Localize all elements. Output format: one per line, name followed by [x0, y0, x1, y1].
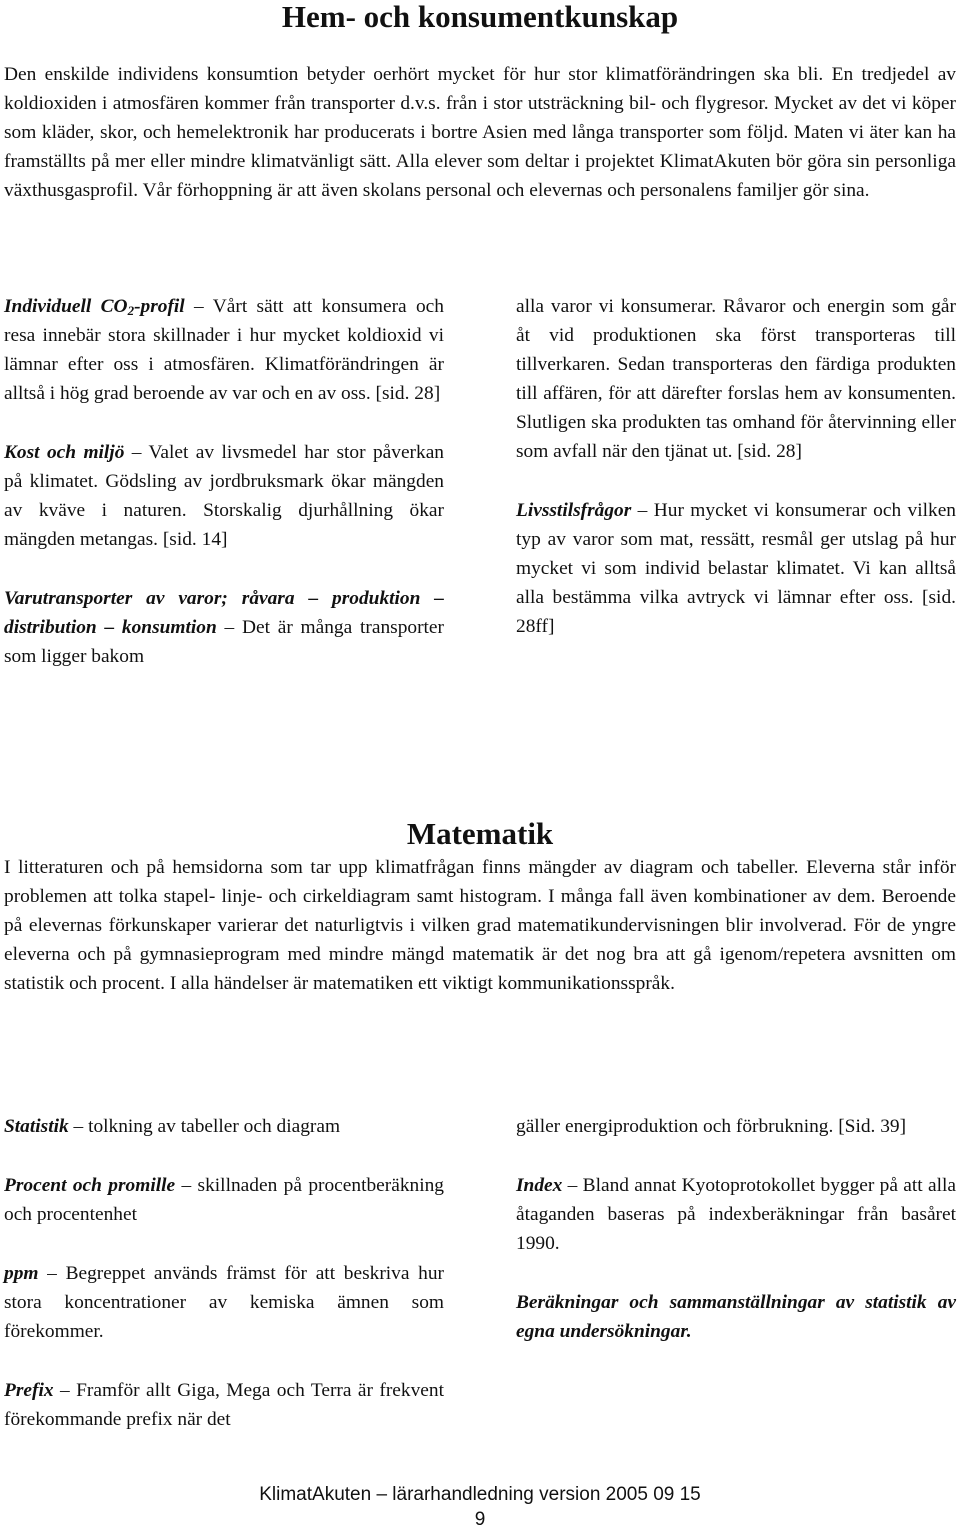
- section2-right-column: [516, 1112, 956, 1376]
- entry-term: Index: [516, 1175, 563, 1196]
- entry-term: Statistik: [4, 1116, 69, 1137]
- entry-text: – Framför allt Giga, Mega och Terra är frekvent förekommande prefix när det: [4, 1380, 444, 1430]
- entry-prefix: [4, 1376, 444, 1434]
- entry-text: – Det är många transporter som ligger bakom: [4, 617, 444, 667]
- entry-text: – Hur mycket vi konsumerar och vilken typ av varor som mat, ressätt, resmål ger utslag på hur mycket vi som individ belastar klimatet. Vi kan alltså alla bestämma vilka avtryck vi lämnar efter oss. [sid. 28ff]: [516, 500, 956, 637]
- entry-term: Procent och promille: [4, 1175, 176, 1196]
- entry-ppm: [4, 1259, 444, 1346]
- entry-prefix-continued: [516, 1112, 956, 1141]
- section1-right-column: [516, 292, 956, 671]
- entry-index: [516, 1171, 956, 1258]
- section-title-matematik: Matematik: [406, 816, 554, 851]
- page-number: 9: [474, 1509, 486, 1530]
- term-prefix: Individuell CO: [4, 296, 128, 317]
- term-suffix: -profil: [134, 296, 185, 317]
- entry-kost-och-miljo: [4, 438, 444, 554]
- entry-text: alla varor vi konsumerar. Råvaror och energin som går åt vid produktionen ska först transporteras till tillverkaren. Sedan transporteras den färdiga produkten till affären, för att därefter forslas hem av konsumenten. Slutligen ska produkten tas omhand för återvinning eller som avfall när den tjänat ut. [sid. 28]: [516, 296, 956, 462]
- entry-co2-profil: [4, 292, 444, 408]
- entry-term: Prefix: [4, 1380, 54, 1401]
- entry-term: Livsstilsfrågor: [516, 500, 632, 521]
- entry-statistik: [4, 1112, 444, 1141]
- section1-left-column: [4, 292, 444, 701]
- entry-livsstilsfragor: [516, 496, 956, 641]
- entry-term: [4, 296, 185, 317]
- entry-varutransporter: [4, 584, 444, 671]
- entry-text: – tolkning av tabeller och diagram: [68, 1116, 341, 1137]
- intro-paragraph-hem: Den enskilde individens konsumtion betyder oerhört mycket för hur stor klimatförändringen ska bli. En tredjedel av koldioxiden i atmosfären kommer från transporter d.v.s. från i stor utsträckning bil- och flygresor. Mycket av det vi köper som kläder, skor, och hemelektronik har producerats i bortre Asien med långa transporter som följd. Maten vi äter kan ha framställts på mer eller mindre klimatvänligt sätt. Alla elever som deltar i projektet KlimatAkuten bör göra sin personliga växthusgasprofil. Vår förhoppning är att även skolans personal och elevernas och personalens familjer gör sina.: [4, 64, 956, 201]
- entry-text: – Valet av livsmedel har stor påverkan på klimatet. Gödsling av jordbruksmark ökar mängden av kväve i naturen. Storskalig djurhållning ökar mängden metangas. [sid. 14]: [4, 442, 445, 550]
- entry-procent-och-promille: [4, 1171, 444, 1229]
- entry-text: – skillnaden på procentberäkning och procentenhet: [4, 1175, 444, 1225]
- section-title-hem-och-konsumentkunskap: Hem- och konsumentkunskap: [281, 0, 679, 34]
- closing-statement: Beräkningar och sammanställningar av statistik av egna undersökningar.: [516, 1292, 956, 1342]
- entry-term: ppm: [4, 1263, 39, 1284]
- entry-term: Varutransporter av varor; råvara – produktion – distribution – konsumtion: [4, 588, 444, 638]
- entry-text: gäller energiproduktion och förbrukning. [Sid. 39]: [516, 1116, 907, 1137]
- page-footer: KlimatAkuten – lärarhandledning version 2005 09 15: [259, 1484, 701, 1505]
- entry-text: – Bland annat Kyotoprotokollet bygger på att alla åtaganden baseras på indexberäkningar från basåret 1990.: [516, 1175, 956, 1254]
- term-subscript: 2: [127, 303, 135, 318]
- section2-left-column: [4, 1112, 444, 1464]
- intro-paragraph-matematik: I litteraturen och på hemsidorna som tar upp klimatfrågan finns mängder av diagram och tabeller. Eleverna står inför problemen att tolka stapel- linje- och cirkeldiagram samt histogram. I många fall även kombinationer av dem. Beroende på elevernas förkunskaper varierar det naturligtvis i vilken grad matematikundervisningen blir involverad. För de yngre eleverna och på gymnasieprogram med mindre mängd matematik är det nog bra att gå igenom/repetera avsnitten om statistik och procent. I alla händelser är matematiken ett viktigt kommunikationsspråk.: [4, 857, 956, 994]
- entry-text: – Begreppet används främst för att beskriva hur stora koncentrationer av kemiska ämnen som förekommer.: [4, 1263, 444, 1342]
- entry-term: Kost och miljö: [4, 442, 125, 463]
- entry-text: – Vårt sätt att konsumera och resa innebär stora skillnader i hur mycket koldioxid vi lämnar efter oss i atmosfären. Klimatförändringen är alltså i hög grad beroende av var och en av oss. [sid. 28]: [4, 296, 444, 404]
- entry-varutransporter-continued: [516, 292, 956, 466]
